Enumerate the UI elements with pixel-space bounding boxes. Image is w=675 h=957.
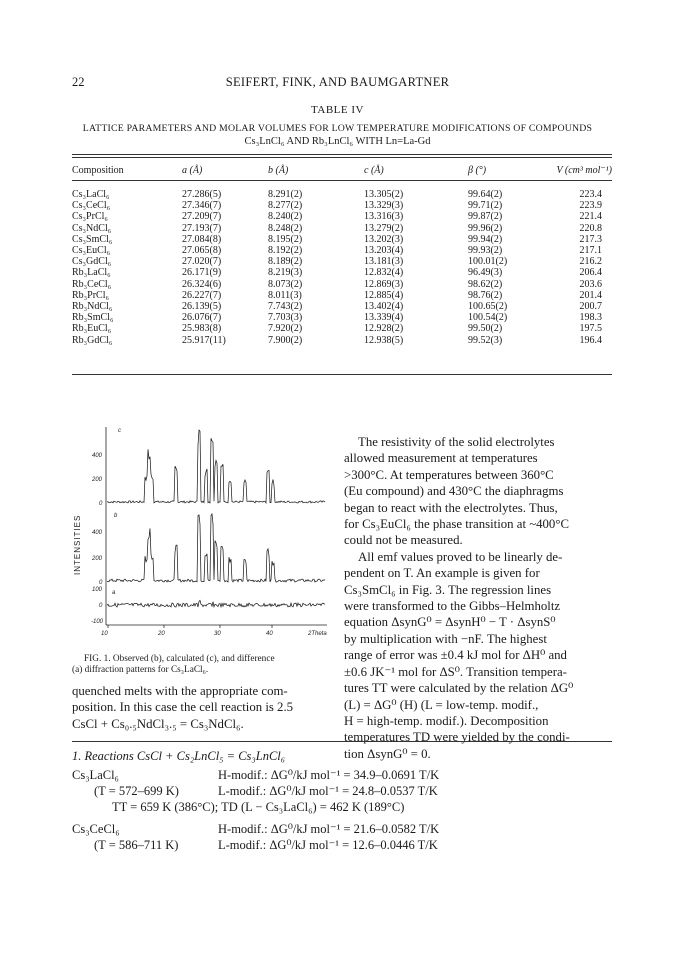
- table-cell: Cs₃EuCl₆: [72, 245, 111, 257]
- table-row: [72, 189, 612, 200]
- table-cell: 27.209(7): [182, 211, 222, 223]
- table-cell: 13.329(3): [364, 200, 404, 212]
- table-cell: 13.279(2): [364, 222, 404, 234]
- text-line: position. In this case the cell reaction is 2.5: [72, 700, 294, 715]
- table-cell: 99.52(3): [468, 334, 503, 346]
- reaction-range: (T = 586–711 K): [94, 838, 179, 852]
- table-row: [72, 301, 612, 312]
- table-cell: 221.4: [579, 211, 602, 223]
- col-header: V (cm³ mol⁻¹): [556, 165, 612, 176]
- table-cell: 99.71(2): [468, 200, 503, 212]
- table-row: [72, 200, 612, 211]
- table-cell: 99.96(2): [468, 222, 503, 234]
- table-cell: 27.020(7): [182, 256, 222, 268]
- tick-label: 0: [99, 501, 103, 507]
- text-line: CsCl + Cs₀.₅NdCl₃.₅ = Cs₃NdCl₆.: [72, 716, 244, 731]
- table-cell: 98.76(2): [468, 289, 503, 301]
- table-cell: Rb₃GdCl₆: [72, 334, 113, 346]
- text-line: by multiplication with −nF. The highest: [344, 631, 547, 646]
- table-cell: 12.869(3): [364, 278, 404, 290]
- table-header-row: [72, 162, 612, 180]
- table-cell: 206.4: [579, 267, 602, 279]
- table-row: [72, 323, 612, 334]
- table-cell: 99.50(2): [468, 323, 503, 335]
- panel-label: c: [118, 428, 121, 434]
- text-line: The resistivity of the solid electrolytes: [358, 435, 555, 449]
- text-line: temperatures TD were yielded by the condi-: [344, 730, 570, 745]
- table-cell: 99.93(2): [468, 245, 503, 257]
- reaction-temps: TT = 659 K (386°C); TD (L − Cs₃LaCl₆) = 462 K (189°C): [112, 800, 405, 814]
- tick-label: 100: [92, 587, 103, 593]
- reaction-eq: H-modif.: ΔG⁰/kJ mol⁻¹ = 34.9–0.0691 T/K: [218, 768, 440, 782]
- table-row: [72, 211, 612, 222]
- panel-label: a: [112, 590, 116, 596]
- table-cell: 26.139(5): [182, 301, 222, 313]
- table-cell: 25.983(8): [182, 323, 222, 335]
- table-cell: 7.743(2): [268, 301, 303, 313]
- table-cell: Cs₃NdCl₆: [72, 222, 112, 234]
- table-cell: 223.4: [579, 189, 602, 200]
- col-header: b (Å): [268, 165, 289, 176]
- text-line: >300°C. At temperatures between 360°C: [344, 467, 554, 482]
- lattice-table: [72, 162, 612, 346]
- table-cell: 12.832(4): [364, 267, 404, 279]
- tick-label: 10: [101, 631, 108, 637]
- text-line: allowed measurement at temperatures: [344, 451, 538, 466]
- table-cell: 217.3: [579, 233, 602, 245]
- table-cell: 7.703(3): [268, 312, 303, 324]
- table-cell: 12.928(2): [364, 323, 404, 335]
- table-cell: 13.402(4): [364, 301, 404, 313]
- table-cell: 203.6: [579, 278, 602, 290]
- observed-pattern: [107, 514, 325, 582]
- table-label: TABLE IV: [311, 104, 364, 116]
- section-rule: [72, 741, 612, 742]
- table-cell: Cs₃CeCl₆: [72, 200, 111, 212]
- table-cell: 200.7: [579, 301, 602, 313]
- table-cell: 99.87(2): [468, 211, 503, 223]
- table-cell: 220.8: [579, 222, 602, 234]
- table-cell: 27.084(8): [182, 233, 222, 245]
- table-row: [72, 312, 612, 323]
- table-cell: Rb₃PrCl₆: [72, 289, 109, 301]
- col-header: β (°): [468, 165, 487, 176]
- text-line: equation ΔsynG⁰ = ΔsynH⁰ − T · ΔsynS⁰: [344, 615, 556, 630]
- table-cell: 26.076(7): [182, 312, 222, 324]
- text-line: H = high-temp. modif.). Decomposition: [344, 713, 549, 728]
- tick-label: 20: [158, 631, 165, 637]
- text-line: began to react with the electrolytes. Thus,: [344, 500, 558, 515]
- table-cell: 8.291(2): [268, 189, 303, 200]
- table-row: [72, 267, 612, 278]
- table-cell: 7.900(2): [268, 334, 303, 346]
- table-cell: Cs₃SmCl₆: [72, 233, 113, 245]
- text-line: quenched melts with the appropriate com-: [72, 684, 288, 698]
- page-number: 22: [72, 75, 85, 89]
- table-cell: 201.4: [579, 289, 602, 301]
- tick-label: 0: [99, 580, 103, 586]
- reaction-compound: Cs₃CeCl₆: [72, 822, 120, 836]
- table-cell: 26.171(9): [182, 267, 222, 279]
- table-cell: 100.01(2): [468, 256, 508, 268]
- table-row: [72, 256, 612, 267]
- text-line: could not be measured.: [344, 533, 463, 548]
- table-cell: 13.339(4): [364, 312, 404, 324]
- reaction-eq: L-modif.: ΔG⁰/kJ mol⁻¹ = 24.8–0.0537 T/K: [218, 784, 438, 798]
- table-top-rule: [72, 154, 612, 155]
- table-cell: 13.203(4): [364, 245, 404, 257]
- table-cell: 216.2: [579, 256, 602, 268]
- col-header: Composition: [72, 165, 124, 176]
- table-row: [72, 290, 612, 301]
- text-line: tion ΔsynG⁰ = 0.: [344, 746, 431, 761]
- text-line: pendent on T. An example is given for: [344, 566, 540, 581]
- text-line: range of error was ±0.4 kJ mol for ΔH⁰ and: [344, 648, 567, 663]
- col-header: c (Å): [364, 165, 384, 176]
- table-cell: Cs₃LaCl₆: [72, 189, 110, 200]
- tick-label: -100: [91, 619, 104, 625]
- table-top-rule-2: [72, 157, 612, 158]
- tick-label: 400: [92, 530, 103, 536]
- table-row: [72, 335, 612, 346]
- col-header: a (Å): [182, 165, 203, 176]
- table-row: [72, 223, 612, 234]
- table-cell: 99.64(2): [468, 189, 503, 200]
- table-cell: 25.917(11): [182, 334, 226, 346]
- table-cell: Rb₃SmCl₆: [72, 312, 114, 324]
- table-cell: 12.938(5): [364, 334, 404, 346]
- table-cell: 8.192(2): [268, 245, 303, 257]
- table-cell: 13.181(3): [364, 256, 404, 268]
- tick-label: 30: [214, 631, 221, 637]
- figure-caption-line: (a) diffraction patterns for Cs₃LaCl₆.: [72, 665, 209, 675]
- table-cell: 26.227(7): [182, 289, 222, 301]
- text-line: ±0.6 JK⁻¹ mol for ΔS⁰. Transition tempera-: [344, 664, 567, 679]
- left-column-text: [72, 683, 334, 732]
- table-cell: 8.195(2): [268, 233, 303, 245]
- table-cell: Rb₃CeCl₆: [72, 278, 112, 290]
- table-cell: Cs₃PrCl₆: [72, 211, 108, 223]
- table-cell: 99.94(2): [468, 233, 503, 245]
- table-cell: 223.9: [579, 200, 602, 212]
- table-cell: Rb₃LaCl₆: [72, 267, 111, 279]
- panel-label: b: [114, 513, 118, 519]
- text-line: were transformed to the Gibbs–Helmholtz: [344, 599, 561, 614]
- table-cell: 8.277(2): [268, 200, 303, 212]
- tick-label: 200: [92, 556, 103, 562]
- table-cell: 198.3: [579, 312, 602, 324]
- table-cell: Rb₃NdCl₆: [72, 301, 113, 313]
- figure-caption: [72, 654, 334, 676]
- table-cell: 8.011(3): [268, 289, 302, 301]
- table-cell: 8.248(2): [268, 222, 303, 234]
- table-caption-1: LATTICE PARAMETERS AND MOLAR VOLUMES FOR LOW TEMPERATURE MODIFICATIONS OF COMPOUNDS: [82, 123, 593, 134]
- table-cell: 8.073(2): [268, 278, 303, 290]
- tick-label: 2Theta: [308, 631, 327, 637]
- table-cell: 197.5: [579, 323, 602, 335]
- table-cell: 217.1: [579, 245, 602, 257]
- text-line: All emf values proved to be linearly de-: [358, 549, 563, 564]
- figure-caption-line: FIG. 1. Observed (b), calculated (c), and difference: [84, 654, 275, 664]
- text-line: tures TT were calculated by the relation ΔG⁰: [344, 681, 574, 696]
- table-row: [72, 279, 612, 290]
- table-bottom-rule: [72, 374, 612, 375]
- diffraction-figure: [72, 425, 342, 647]
- table-row: [72, 234, 612, 245]
- table-cell: 12.885(4): [364, 289, 404, 301]
- tick-label: 40: [266, 631, 273, 637]
- table-cell: 27.346(7): [182, 200, 222, 212]
- text-line: Cs₃SmCl₆ in Fig. 3. The regression lines: [344, 582, 552, 597]
- tick-label: 0: [99, 603, 103, 609]
- table-cell: 27.065(8): [182, 245, 222, 257]
- table-cell: 196.4: [579, 334, 602, 346]
- table-cell: 98.62(2): [468, 278, 503, 290]
- text-line: for Cs₃EuCl₆ the phase transition at ~400°C: [344, 517, 569, 532]
- table-cell: 27.286(5): [182, 189, 222, 200]
- reactions-heading: 1. Reactions CsCl + Cs₂LnCl₅ = Cs₃LnCl₆: [72, 749, 286, 763]
- table-cell: 8.240(2): [268, 211, 303, 223]
- table-caption-2: Cs₃LnCl₆ AND Rb₃LnCl₆ WITH Ln=La-Gd: [244, 136, 431, 147]
- difference-pattern: [107, 600, 325, 607]
- table-cell: 27.193(7): [182, 222, 222, 234]
- running-title: SEIFERT, FINK, AND BAUMGARTNER: [225, 75, 450, 89]
- reaction-compound: Cs₃LaCl₆: [72, 768, 119, 782]
- table-cell: 8.189(2): [268, 256, 303, 268]
- reaction-eq: L-modif.: ΔG⁰/kJ mol⁻¹ = 12.6–0.0446 T/K: [218, 838, 438, 852]
- reaction-eq: H-modif.: ΔG⁰/kJ mol⁻¹ = 21.6–0.0582 T/K: [218, 822, 440, 836]
- right-column-text: [344, 434, 612, 762]
- table-cell: 13.305(2): [364, 189, 404, 200]
- table-cell: 96.49(3): [468, 267, 503, 279]
- table-cell: Rb₃EuCl₆: [72, 323, 112, 335]
- table-cell: 7.920(2): [268, 323, 303, 335]
- table-cell: 26.324(6): [182, 278, 222, 290]
- reaction-range: (T = 572–699 K): [94, 784, 179, 798]
- table-cell: 13.316(3): [364, 211, 404, 223]
- calculated-pattern: [107, 430, 325, 503]
- table-cell: 100.65(2): [468, 301, 508, 313]
- table-cell: 100.54(2): [468, 312, 508, 324]
- table-cell: 13.202(3): [364, 233, 404, 245]
- tick-label: 400: [92, 453, 103, 459]
- table-cell: 8.219(3): [268, 267, 303, 279]
- tick-label: 200: [92, 477, 103, 483]
- text-line: (L) = ΔG⁰ (H) (L = low-temp. modif.,: [344, 697, 539, 712]
- table-cell: Cs₃GdCl₆: [72, 256, 112, 268]
- y-axis-label: INTENSITIES: [73, 514, 82, 575]
- text-line: (Eu compound) and 430°C the diaphragms: [344, 484, 564, 499]
- table-row: [72, 245, 612, 256]
